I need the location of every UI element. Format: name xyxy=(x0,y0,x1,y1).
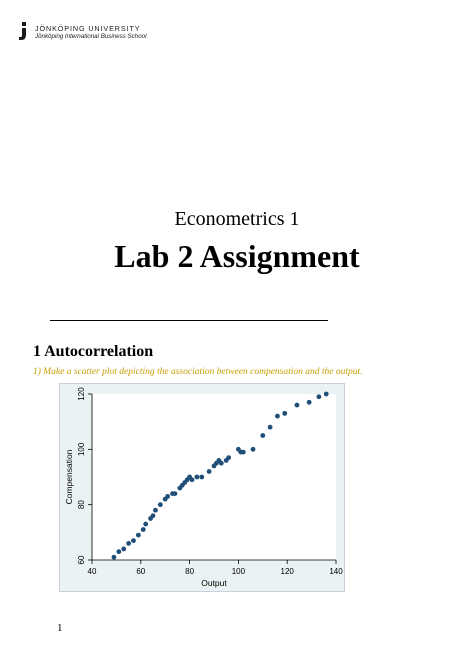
scatter-chart xyxy=(60,384,346,593)
university-logo xyxy=(19,22,146,41)
data-point xyxy=(268,425,273,430)
x-tick-label: 80 xyxy=(185,567,195,576)
data-point xyxy=(219,461,224,466)
section-heading: 1 Autocorrelation xyxy=(33,343,154,360)
data-point xyxy=(116,549,121,554)
y-tick-label: 80 xyxy=(77,500,86,510)
data-point xyxy=(282,411,287,416)
x-tick-label: 60 xyxy=(136,567,146,576)
data-point xyxy=(251,447,256,452)
question-text: 1) Make a scatter plot depicting the association between compensation and the output. xyxy=(33,367,363,377)
data-point xyxy=(141,527,146,532)
y-tick-label: 100 xyxy=(77,442,86,457)
data-point xyxy=(241,450,246,455)
y-tick-label: 120 xyxy=(77,387,86,401)
data-point xyxy=(112,555,117,560)
data-point xyxy=(165,494,170,499)
data-point xyxy=(121,547,126,552)
data-point xyxy=(260,433,265,438)
data-point xyxy=(190,477,195,482)
x-tick-label: 100 xyxy=(231,567,246,576)
data-point xyxy=(126,541,131,546)
plot-area xyxy=(92,394,336,560)
data-point xyxy=(207,469,212,474)
data-point xyxy=(275,414,280,419)
page-number: 1 xyxy=(57,622,63,634)
x-tick-label: 120 xyxy=(280,567,294,576)
scatter-figure xyxy=(59,383,345,592)
document-title: Lab 2 Assignment xyxy=(114,238,360,274)
course-name: Econometrics 1 xyxy=(174,208,300,230)
data-point xyxy=(199,475,204,480)
data-point xyxy=(136,533,141,538)
data-point xyxy=(295,403,300,408)
data-point xyxy=(317,394,322,399)
data-point xyxy=(131,538,136,543)
school-name: Jönköping International Business School xyxy=(35,33,147,40)
university-name: JÖNKÖPING UNIVERSITY xyxy=(35,24,141,33)
y-tick-label: 60 xyxy=(77,555,86,565)
data-point xyxy=(151,513,156,518)
title-divider xyxy=(50,320,328,321)
y-axis-label: Compensation xyxy=(64,449,74,505)
data-point xyxy=(226,455,231,460)
x-axis-label: Output xyxy=(201,578,227,588)
data-point xyxy=(158,502,163,507)
data-point xyxy=(324,392,329,397)
data-point xyxy=(307,400,312,405)
data-point xyxy=(173,491,178,496)
data-point xyxy=(153,508,158,513)
data-point xyxy=(195,475,200,480)
x-tick-label: 40 xyxy=(87,567,97,576)
x-tick-label: 140 xyxy=(329,567,343,576)
data-point xyxy=(143,522,148,527)
university-emblem-icon xyxy=(19,22,29,40)
